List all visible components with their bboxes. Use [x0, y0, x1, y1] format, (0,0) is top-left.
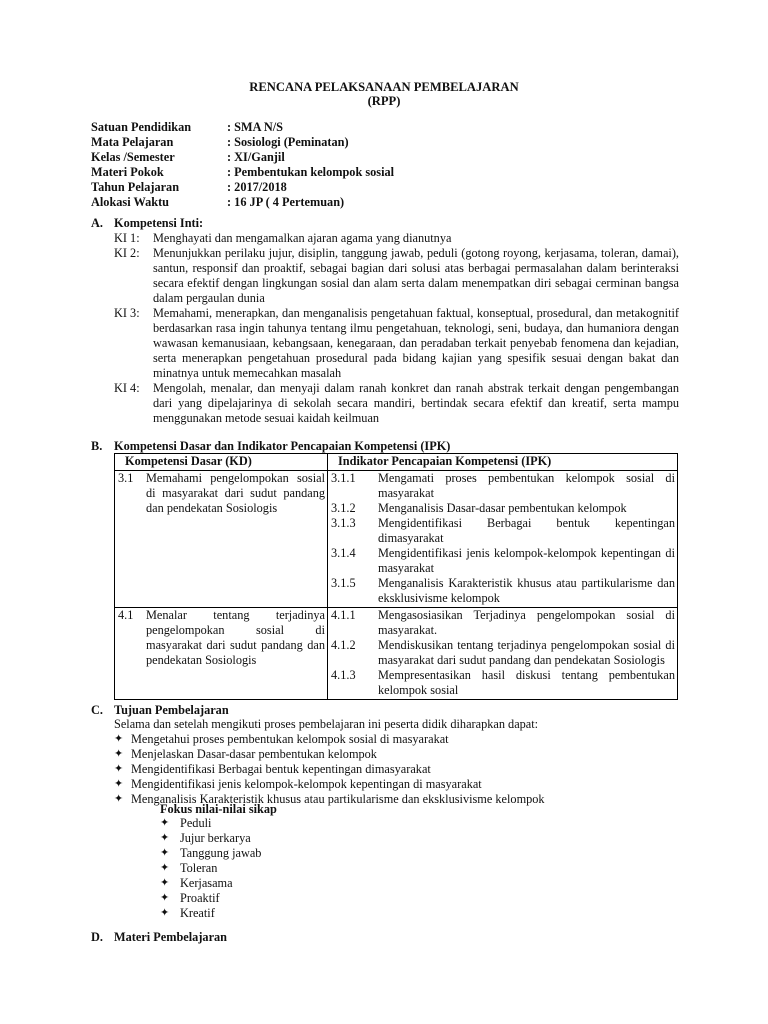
list-item: [114, 762, 545, 777]
ipk-item: [331, 546, 675, 576]
value-text: Peduli: [180, 816, 212, 830]
table-header-row: [115, 454, 678, 471]
identity-value: : Pembentukan kelompok sosial: [227, 165, 395, 179]
list-item: [160, 861, 261, 876]
values-list: [160, 816, 261, 921]
identity-block: [91, 120, 394, 210]
four-pointed-star-icon: ✦: [114, 778, 124, 790]
ki-code: KI 3:: [114, 306, 140, 320]
list-item: [114, 747, 545, 762]
ipk-cell: [328, 608, 678, 700]
list-item: [160, 876, 261, 891]
section-number: D.: [91, 930, 103, 944]
value-text: Jujur berkarya: [180, 831, 251, 845]
identity-value: : SMA N/S: [227, 120, 284, 134]
four-pointed-star-icon: ✦: [160, 847, 170, 859]
list-item: [114, 777, 545, 792]
value-text: Proaktif: [180, 891, 220, 905]
identity-value: : 2017/2018: [227, 180, 287, 194]
objective-text: Mengidentifikasi jenis kelompok-kelompok kepentingan di masyarakat: [131, 777, 482, 791]
identity-label: Satuan Pendidikan: [91, 120, 192, 134]
ipk-text: Mendiskusikan tentang terjadinya pengelompokan sosial di masyarakat dari sudut pandang dan pendekatan Sosiologis: [378, 638, 675, 667]
ki-item: [114, 246, 679, 306]
section-title: Kompetensi Inti:: [114, 216, 204, 230]
identity-label: Materi Pokok: [91, 165, 164, 179]
section-b-heading: [91, 439, 450, 454]
kd-text: Memahami pengelompokan sosial di masyarakat dari sudut pandang dan pendekatan Sosiologis: [146, 471, 325, 515]
ipk-item: [331, 668, 675, 698]
identity-value: : XI/Ganjil: [227, 150, 285, 164]
objectives-intro: Selama dan setelah mengikuti proses pembelajaran ini peserta didik diharapkan dapat:: [114, 717, 539, 731]
four-pointed-star-icon: ✦: [160, 892, 170, 904]
ipk-item: [331, 501, 675, 516]
ki-item: [114, 381, 679, 426]
kd-cell: [115, 608, 328, 700]
identity-label: Mata Pelajaran: [91, 135, 174, 149]
kd-number: 3.1: [118, 471, 134, 485]
ipk-text: Mengamati proses pembentukan kelompok sosial di masyarakat: [378, 471, 675, 500]
ipk-text: Mengidentifikasi jenis kelompok-kelompok kepentingan di masyarakat: [378, 546, 675, 575]
table-header-cell: Kompetensi Dasar (KD): [115, 454, 328, 471]
ipk-item: [331, 471, 675, 501]
value-text: Tanggung jawab: [180, 846, 262, 860]
section-c-heading: [91, 703, 229, 718]
identity-row: [91, 165, 394, 180]
kd-number: 4.1: [118, 608, 134, 622]
table-header-cell: Indikator Pencapaian Kompetensi (IPK): [328, 454, 678, 471]
ki-item: [114, 231, 679, 246]
table-row: [115, 471, 678, 608]
ipk-text: Mengidentifikasi Berbagai bentuk kepentingan dimasyarakat: [378, 516, 675, 545]
ki-text: Mengolah, menalar, dan menyaji dalam ranah konkret dan ranah abstrak terkait dengan pengembangan dari yang dipelajarinya di sekolah secara mandiri, bertindak secara efektif dan kreatif, serta mampu menggunakan metode sesuai kaidah keilmuan: [153, 381, 679, 425]
ipk-item: [331, 516, 675, 546]
section-number: A.: [91, 216, 103, 230]
identity-row: [91, 180, 394, 195]
four-pointed-star-icon: ✦: [114, 793, 124, 805]
four-pointed-star-icon: ✦: [160, 832, 170, 844]
section-title: Kompetensi Dasar dan Indikator Pencapaian Kompetensi (IPK): [114, 439, 451, 453]
ipk-item: [331, 638, 675, 668]
section-d-heading: [91, 930, 227, 945]
list-item: [160, 831, 261, 846]
ipk-item: [331, 576, 675, 606]
fokus-heading: Fokus nilai-nilai sikap: [160, 802, 277, 816]
ki-text: Memahami, menerapkan, dan menganalisis pengetahuan faktual, konseptual, prosedural, dan metakognitif berdasarkan rasa ingin tahunya tentang ilmu pengetahuan, teknologi, seni, budaya, dan humaniora dengan wawasan kemanusiaan, kebangsaan, kenegaraan, dan peradaban terkait penyebab fenomena dan kejadian, serta menerapkan pengetahuan prosedural pada bidang kajian yang spesifik sesuai dengan bakat dan minatnya untuk memecahkan masalah: [153, 306, 679, 380]
table-row: [115, 608, 678, 700]
kd-ipk-table: [114, 453, 678, 700]
objective-text: Menganalisis Karakteristik khusus atau partikularisme dan eksklusivisme kelompok: [131, 792, 545, 806]
four-pointed-star-icon: ✦: [114, 748, 124, 760]
identity-value: : 16 JP ( 4 Pertemuan): [227, 195, 345, 209]
ki-item: [114, 306, 679, 381]
list-item: [160, 906, 261, 921]
section-a-heading: [91, 216, 203, 231]
list-item: [114, 732, 545, 747]
ki-code: KI 2:: [114, 246, 140, 260]
ipk-item: [331, 608, 675, 638]
ki-text: Menunjukkan perilaku jujur, disiplin, tanggung jawab, peduli (gotong royong, kerjasama, toleran, damai), santun, responsif dan proaktif, sebagai bagian dari solusi atas berbagai permasalahan dalam berinteraksi secara efektif dengan lingkungan sosial dan alam serta dalam menempatkan diri sebagai cerminan bangsa dalam pergaulan dunia: [153, 246, 679, 305]
ki-text: Menghayati dan mengamalkan ajaran agama yang dianutnya: [153, 231, 452, 245]
kompetensi-inti-list: [114, 231, 679, 426]
document-subtitle: (RPP): [367, 94, 401, 108]
identity-label: Kelas /Semester: [91, 150, 175, 164]
four-pointed-star-icon: ✦: [160, 877, 170, 889]
ipk-code: 4.1.1: [331, 608, 356, 622]
ipk-text: Mengasosiasikan Terjadinya pengelompokan sosial di masyarakat.: [378, 608, 675, 637]
section-number: C.: [91, 703, 103, 717]
objective-text: Mengetahui proses pembentukan kelompok sosial di masyarakat: [131, 732, 449, 746]
objective-text: Mengidentifikasi Berbagai bentuk kepentingan dimasyarakat: [131, 762, 431, 776]
four-pointed-star-icon: ✦: [160, 907, 170, 919]
ipk-code: 3.1.3: [331, 516, 356, 530]
identity-row: [91, 120, 394, 135]
ki-code: KI 1:: [114, 231, 140, 245]
ipk-code: 4.1.3: [331, 668, 356, 682]
section-title: Tujuan Pembelajaran: [114, 703, 229, 717]
identity-row: [91, 150, 394, 165]
ipk-text: Menganalisis Karakteristik khusus atau partikularisme dan eksklusivisme kelompok: [378, 576, 675, 605]
list-item: [160, 816, 261, 831]
list-item: [160, 846, 261, 861]
identity-row: [91, 135, 394, 150]
value-text: Kerjasama: [180, 876, 233, 890]
identity-label: Tahun Pelajaran: [91, 180, 180, 194]
value-text: Toleran: [180, 861, 218, 875]
objective-text: Menjelaskan Dasar-dasar pembentukan kelompok: [131, 747, 377, 761]
ipk-code: 4.1.2: [331, 638, 356, 652]
identity-label: Alokasi Waktu: [91, 195, 170, 209]
ipk-cell: [328, 471, 678, 608]
identity-value: : Sosiologi (Peminatan): [227, 135, 349, 149]
four-pointed-star-icon: ✦: [160, 817, 170, 829]
section-number: B.: [91, 439, 103, 453]
document-title: RENCANA PELAKSANAAN PEMBELAJARAN: [249, 80, 519, 94]
kd-text: Menalar tentang terjadinya pengelompokan sosial di masyarakat dari sudut pandang dan pendekatan Sosiologis: [146, 608, 325, 667]
ipk-text: Menganalisis Dasar-dasar pembentukan kelompok: [378, 501, 627, 515]
ipk-code: 3.1.4: [331, 546, 356, 560]
identity-row: [91, 195, 394, 210]
section-title: Materi Pembelajaran: [114, 930, 228, 944]
four-pointed-star-icon: ✦: [114, 733, 124, 745]
objectives-list: [114, 732, 545, 807]
value-text: Kreatif: [180, 906, 215, 920]
ki-code: KI 4:: [114, 381, 140, 395]
kd-cell: [115, 471, 328, 608]
ipk-code: 3.1.1: [331, 471, 356, 485]
four-pointed-star-icon: ✦: [114, 763, 124, 775]
list-item: [160, 891, 261, 906]
ipk-code: 3.1.2: [331, 501, 356, 515]
ipk-code: 3.1.5: [331, 576, 356, 590]
four-pointed-star-icon: ✦: [160, 862, 170, 874]
ipk-text: Mempresentasikan hasil diskusi tentang pembentukan kelompok sosial: [378, 668, 675, 697]
